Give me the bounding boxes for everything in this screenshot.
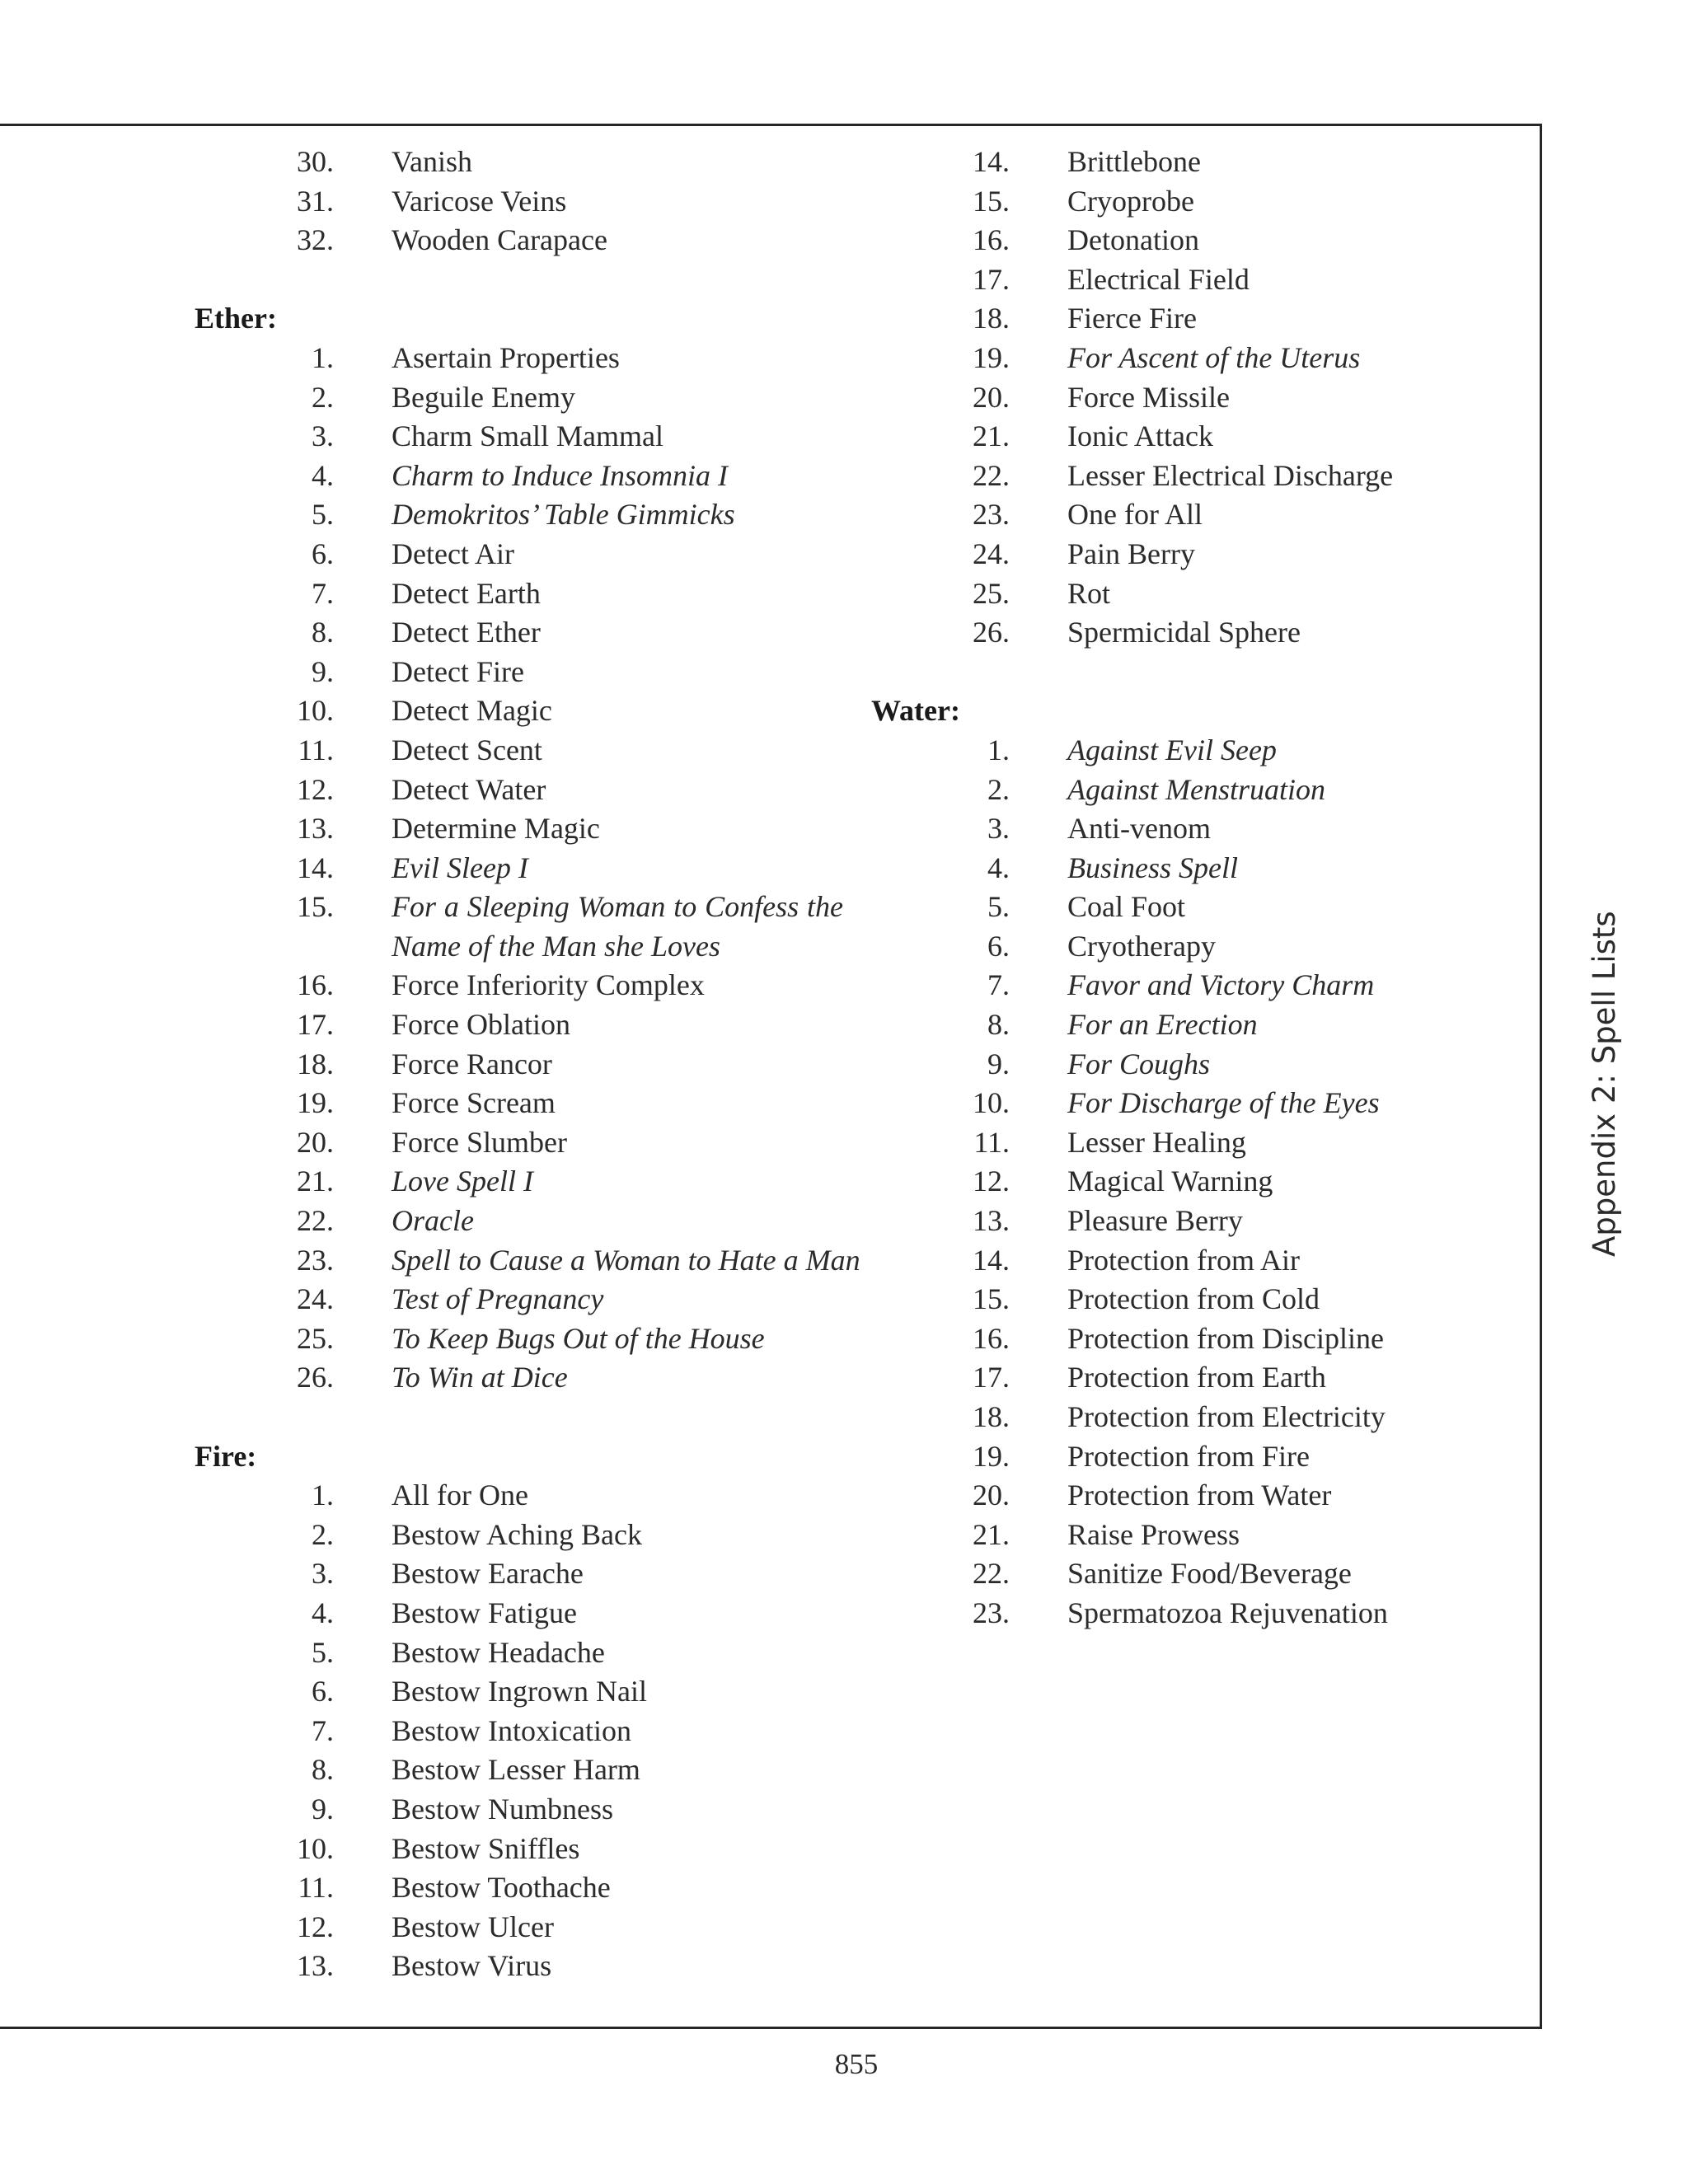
spell-name: Detect Magic	[392, 694, 552, 728]
spell-number: 2.	[987, 772, 1010, 806]
spell-name: For Discharge of the Eyes	[1067, 1086, 1380, 1120]
spell-name: For an Erection	[1067, 1008, 1258, 1042]
spell-number: 11.	[298, 1871, 334, 1905]
spell-list-item	[0, 535, 857, 574]
spell-list-item	[861, 1280, 1455, 1319]
spell-list-item	[861, 457, 1455, 496]
spell-list-item	[0, 1319, 857, 1359]
spell-list-item	[0, 888, 857, 966]
spell-name: For Ascent of the Uterus	[1067, 340, 1361, 374]
spell-list-item	[861, 1005, 1455, 1045]
right-column	[861, 143, 1455, 1633]
spell-list-item	[861, 1045, 1455, 1085]
spell-name: Bestow Ulcer	[392, 1910, 554, 1943]
spell-list-item	[0, 1358, 857, 1398]
spell-list-item	[861, 1358, 1455, 1398]
spell-list-item	[0, 691, 857, 731]
spell-number: 20.	[297, 1125, 334, 1159]
spell-name: Bestow Ingrown Nail	[392, 1675, 647, 1708]
spell-name: Demokritos’ Table Gimmicks	[392, 498, 735, 532]
spell-number: 10.	[973, 1086, 1010, 1120]
spell-list-item	[861, 771, 1455, 810]
spell-list-item	[0, 1790, 857, 1830]
spell-list-item	[0, 1516, 857, 1555]
spell-name: Detect Scent	[392, 733, 542, 766]
spell-name: Spell to Cause a Woman to Hate a Man	[392, 1243, 860, 1277]
spell-name: Protection from Earth	[1067, 1361, 1326, 1394]
spell-name: Spermicidal Sphere	[1067, 616, 1301, 649]
spell-number: 15.	[973, 184, 1010, 218]
spell-number: 14.	[973, 145, 1010, 178]
spell-list-item	[861, 221, 1455, 260]
spell-list-item	[861, 1398, 1455, 1437]
spell-name: Detonation	[1067, 223, 1199, 257]
spell-number: 12.	[973, 1165, 1010, 1198]
spell-number: 4.	[312, 1596, 334, 1629]
spell-number: 7.	[987, 968, 1010, 1002]
spell-name: Beguile Enemy	[392, 380, 575, 414]
spell-list-item	[861, 1594, 1455, 1633]
spell-name: Against Menstruation	[1067, 772, 1325, 806]
spell-name: Bestow Fatigue	[392, 1596, 577, 1629]
spell-list-item	[861, 1162, 1455, 1202]
spell-list-item	[861, 1554, 1455, 1594]
spell-number: 18.	[973, 1400, 1010, 1433]
spell-number: 23.	[973, 1596, 1010, 1629]
spell-number: 8.	[312, 616, 334, 649]
spell-name: Brittlebone	[1067, 145, 1201, 178]
spell-list-item	[0, 574, 857, 614]
spell-name: Varicose Veins	[392, 184, 567, 218]
spell-number: 5.	[312, 498, 334, 532]
spell-name: Business Spell	[1067, 851, 1238, 884]
spell-list-item	[0, 1005, 857, 1045]
spell-list-item	[0, 1280, 857, 1319]
spell-number: 5.	[987, 890, 1010, 924]
spell-name: Fierce Fire	[1067, 302, 1197, 335]
spell-number: 16.	[973, 1321, 1010, 1355]
spell-number: 24.	[973, 537, 1010, 570]
spell-name: Bestow Numbness	[392, 1792, 613, 1825]
spell-number: 23.	[973, 498, 1010, 532]
spell-number: 22.	[973, 458, 1010, 492]
spell-name: Detect Air	[392, 537, 514, 570]
spell-number: 9.	[312, 654, 334, 688]
spell-name: Force Oblation	[392, 1008, 570, 1042]
spell-number: 4.	[987, 851, 1010, 884]
spell-name: For a Sleeping Woman to Confess the Name of the Man she Loves	[392, 890, 843, 963]
spell-list-item	[861, 613, 1455, 653]
spell-list-item	[861, 574, 1455, 614]
spell-number: 1.	[312, 1479, 334, 1512]
spell-number: 16.	[973, 223, 1010, 257]
spell-number: 24.	[297, 1282, 334, 1316]
spell-list-item	[0, 1554, 857, 1594]
spell-name: Sanitize Food/Beverage	[1067, 1557, 1352, 1591]
spell-number: 13.	[973, 1204, 1010, 1238]
spell-number: 26.	[297, 1361, 334, 1394]
spell-name: Pain Berry	[1067, 537, 1195, 570]
spell-name: Protection from Fire	[1067, 1439, 1310, 1473]
spell-number: 17.	[973, 1361, 1010, 1394]
spell-number: 13.	[297, 812, 334, 846]
spell-name: Anti-venom	[1067, 812, 1211, 846]
spell-number: 4.	[312, 458, 334, 492]
spell-list-item	[0, 653, 857, 692]
spell-number: 7.	[312, 576, 334, 610]
spell-name: Lesser Electrical Discharge	[1067, 458, 1394, 492]
spell-name: Protection from Electricity	[1067, 1400, 1386, 1433]
section-heading: Fire:	[195, 1439, 257, 1473]
spell-list-item	[861, 731, 1455, 771]
spell-name: Love Spell I	[392, 1165, 533, 1198]
spell-list-item	[861, 1123, 1455, 1163]
spell-name: Evil Sleep I	[392, 851, 528, 884]
spell-list-item	[0, 1084, 857, 1123]
spell-number: 9.	[312, 1792, 334, 1825]
spell-list-item	[0, 1123, 857, 1163]
spell-number: 15.	[297, 890, 334, 924]
spell-list-item	[861, 143, 1455, 182]
spell-list-item	[0, 613, 857, 653]
section-heading: Ether:	[195, 302, 277, 335]
spell-name: Magical Warning	[1067, 1165, 1273, 1198]
spell-list-item	[861, 299, 1455, 339]
spell-number: 23.	[297, 1243, 334, 1277]
left-column	[0, 143, 860, 1986]
spell-name: Wooden Carapace	[392, 223, 607, 257]
spell-name: Spermatozoa Rejuvenation	[1067, 1596, 1388, 1629]
spell-list-item	[861, 1516, 1455, 1555]
spell-list-item	[0, 1594, 857, 1633]
side-label: Appendix 2: Spell Lists	[1587, 911, 1622, 1257]
spell-number: 21.	[973, 1517, 1010, 1551]
spell-name: Electrical Field	[1067, 262, 1250, 296]
spell-name: Bestow Sniffles	[392, 1831, 580, 1865]
spell-number: 32.	[297, 223, 334, 257]
spell-name: Favor and Victory Charm	[1067, 968, 1375, 1002]
spell-number: 3.	[987, 812, 1010, 846]
spell-number: 15.	[973, 1282, 1010, 1316]
spell-number: 21.	[973, 419, 1010, 453]
spell-number: 17.	[973, 262, 1010, 296]
spell-number: 3.	[312, 419, 334, 453]
spell-list-item	[861, 927, 1455, 967]
spell-name: Ionic Attack	[1067, 419, 1213, 453]
spell-number: 26.	[973, 616, 1010, 649]
spell-name: Force Missile	[1067, 380, 1230, 414]
spell-list-item	[0, 1947, 857, 1986]
spell-name: Detect Ether	[392, 616, 541, 649]
section-heading: Water:	[871, 694, 960, 728]
page-number: 855	[834, 2048, 879, 2080]
spell-number: 11.	[973, 1125, 1010, 1159]
spell-name: To Win at Dice	[392, 1361, 568, 1394]
spell-number: 10.	[297, 1831, 334, 1865]
spell-name: For Coughs	[1067, 1047, 1211, 1080]
spell-number: 18.	[973, 302, 1010, 335]
spell-name: Cryotherapy	[1067, 929, 1216, 963]
spell-list-item	[0, 1633, 857, 1673]
spell-number: 18.	[297, 1047, 334, 1080]
spell-list-item	[0, 1476, 857, 1516]
spell-number: 13.	[297, 1949, 334, 1983]
spell-list-item	[861, 1476, 1455, 1516]
spell-list-item	[0, 1830, 857, 1869]
spell-list-item	[861, 1241, 1455, 1281]
spell-name: Bestow Lesser Harm	[392, 1753, 640, 1787]
spell-name: Protection from Discipline	[1067, 1321, 1384, 1355]
spell-name: Bestow Virus	[392, 1949, 552, 1983]
spell-list-item	[861, 1202, 1455, 1241]
spell-name: Lesser Healing	[1067, 1125, 1246, 1159]
spell-number: 19.	[297, 1086, 334, 1120]
spell-name: Protection from Cold	[1067, 1282, 1320, 1316]
spell-list-item	[0, 966, 857, 1005]
spell-number: 6.	[312, 537, 334, 570]
spell-number: 22.	[297, 1204, 334, 1238]
spell-list-item	[861, 1437, 1455, 1477]
spell-name: Detect Fire	[392, 654, 524, 688]
spell-list-item	[0, 731, 857, 771]
spell-name: Bestow Toothache	[392, 1871, 611, 1905]
spell-name: Rot	[1067, 576, 1111, 610]
spell-number: 25.	[297, 1321, 334, 1355]
spell-name: Bestow Earache	[392, 1557, 584, 1591]
spell-name: Force Scream	[392, 1086, 556, 1120]
spell-number: 7.	[312, 1713, 334, 1747]
spell-number: 6.	[312, 1675, 334, 1708]
spell-list-item	[0, 1750, 857, 1790]
spell-number: 8.	[312, 1753, 334, 1787]
spell-name: Protection from Air	[1067, 1243, 1300, 1277]
spell-list-item	[861, 260, 1455, 300]
spell-name: One for All	[1067, 498, 1203, 532]
spell-list-item	[0, 1202, 857, 1241]
spell-list-item	[861, 888, 1455, 927]
spell-list-item	[861, 809, 1455, 849]
spell-list-item	[861, 378, 1455, 418]
spell-number: 6.	[987, 929, 1010, 963]
spell-number: 16.	[297, 968, 334, 1002]
spell-list-item	[861, 1084, 1455, 1123]
spell-number: 12.	[297, 772, 334, 806]
spell-number: 10.	[297, 694, 334, 728]
spell-name: Oracle	[392, 1204, 474, 1238]
spell-name: Bestow Aching Back	[392, 1517, 642, 1551]
spell-name: Detect Earth	[392, 576, 541, 610]
spell-number: 14.	[297, 851, 334, 884]
spell-number: 8.	[987, 1008, 1010, 1042]
spell-name: Coal Foot	[1067, 890, 1186, 924]
spell-number: 30.	[297, 145, 334, 178]
spell-name: Asertain Properties	[392, 340, 620, 374]
spell-list-item	[861, 535, 1455, 574]
spell-name: Raise Prowess	[1067, 1517, 1240, 1551]
spell-number: 2.	[312, 1517, 334, 1551]
spell-list-item	[861, 966, 1455, 1005]
spell-list-item	[861, 849, 1455, 888]
spell-number: 19.	[973, 1439, 1010, 1473]
spell-name: Charm Small Mammal	[392, 419, 663, 453]
spell-list-item	[0, 1868, 857, 1908]
spell-number: 5.	[312, 1635, 334, 1669]
spell-name: Test of Pregnancy	[392, 1282, 604, 1316]
spell-name: Bestow Headache	[392, 1635, 605, 1669]
spell-name: Vanish	[392, 145, 472, 178]
spell-list-item	[0, 1162, 857, 1202]
spell-name: Detect Water	[392, 772, 546, 806]
spell-name: Against Evil Seep	[1067, 733, 1277, 766]
spell-name: Determine Magic	[392, 812, 600, 846]
spell-list-item	[0, 378, 857, 418]
spell-list-item	[0, 1045, 857, 1085]
spell-number: 25.	[973, 576, 1010, 610]
spell-list-item	[861, 182, 1455, 222]
spell-list-item	[0, 221, 857, 260]
spell-number: 3.	[312, 1557, 334, 1591]
spell-number: 9.	[987, 1047, 1010, 1080]
spell-number: 21.	[297, 1165, 334, 1198]
spell-name: Charm to Induce Insomnia I	[392, 458, 728, 492]
spell-name: All for One	[392, 1479, 528, 1512]
spell-list-item	[0, 182, 857, 222]
spell-list-item	[0, 1712, 857, 1751]
spell-name: Force Inferiority Complex	[392, 968, 705, 1002]
spell-name: Force Rancor	[392, 1047, 552, 1080]
spell-list-item	[861, 417, 1455, 457]
spell-list-item	[0, 495, 857, 535]
spell-number: 20.	[973, 380, 1010, 414]
spell-list-item	[0, 771, 857, 810]
spell-list-item	[0, 809, 857, 849]
spell-list-item	[0, 417, 857, 457]
spell-list-item	[0, 1908, 857, 1947]
spell-list-item	[0, 457, 857, 496]
spell-number: 14.	[973, 1243, 1010, 1277]
spell-number: 12.	[297, 1910, 334, 1943]
spell-number: 31.	[297, 184, 334, 218]
spell-name: To Keep Bugs Out of the House	[392, 1321, 765, 1355]
spell-list-item	[861, 339, 1455, 378]
spell-number: 19.	[973, 340, 1010, 374]
spell-list-item	[0, 143, 857, 182]
spell-number: 22.	[973, 1557, 1010, 1591]
spell-name: Cryoprobe	[1067, 184, 1194, 218]
spell-number: 20.	[973, 1479, 1010, 1512]
spell-number: 1.	[987, 733, 1010, 766]
spell-name: Pleasure Berry	[1067, 1204, 1243, 1238]
spell-number: 11.	[298, 733, 334, 766]
spell-list-item	[0, 849, 857, 888]
spell-name: Force Slumber	[392, 1125, 567, 1159]
spell-list-item	[0, 339, 857, 378]
spell-list-item	[861, 495, 1455, 535]
spell-list-item	[861, 1319, 1455, 1359]
spell-number: 1.	[312, 340, 334, 374]
spell-number: 2.	[312, 380, 334, 414]
spell-list-item	[0, 1672, 857, 1712]
spell-list-item	[0, 1241, 860, 1281]
spell-number: 17.	[297, 1008, 334, 1042]
spell-name: Bestow Intoxication	[392, 1713, 631, 1747]
spell-name: Protection from Water	[1067, 1479, 1332, 1512]
